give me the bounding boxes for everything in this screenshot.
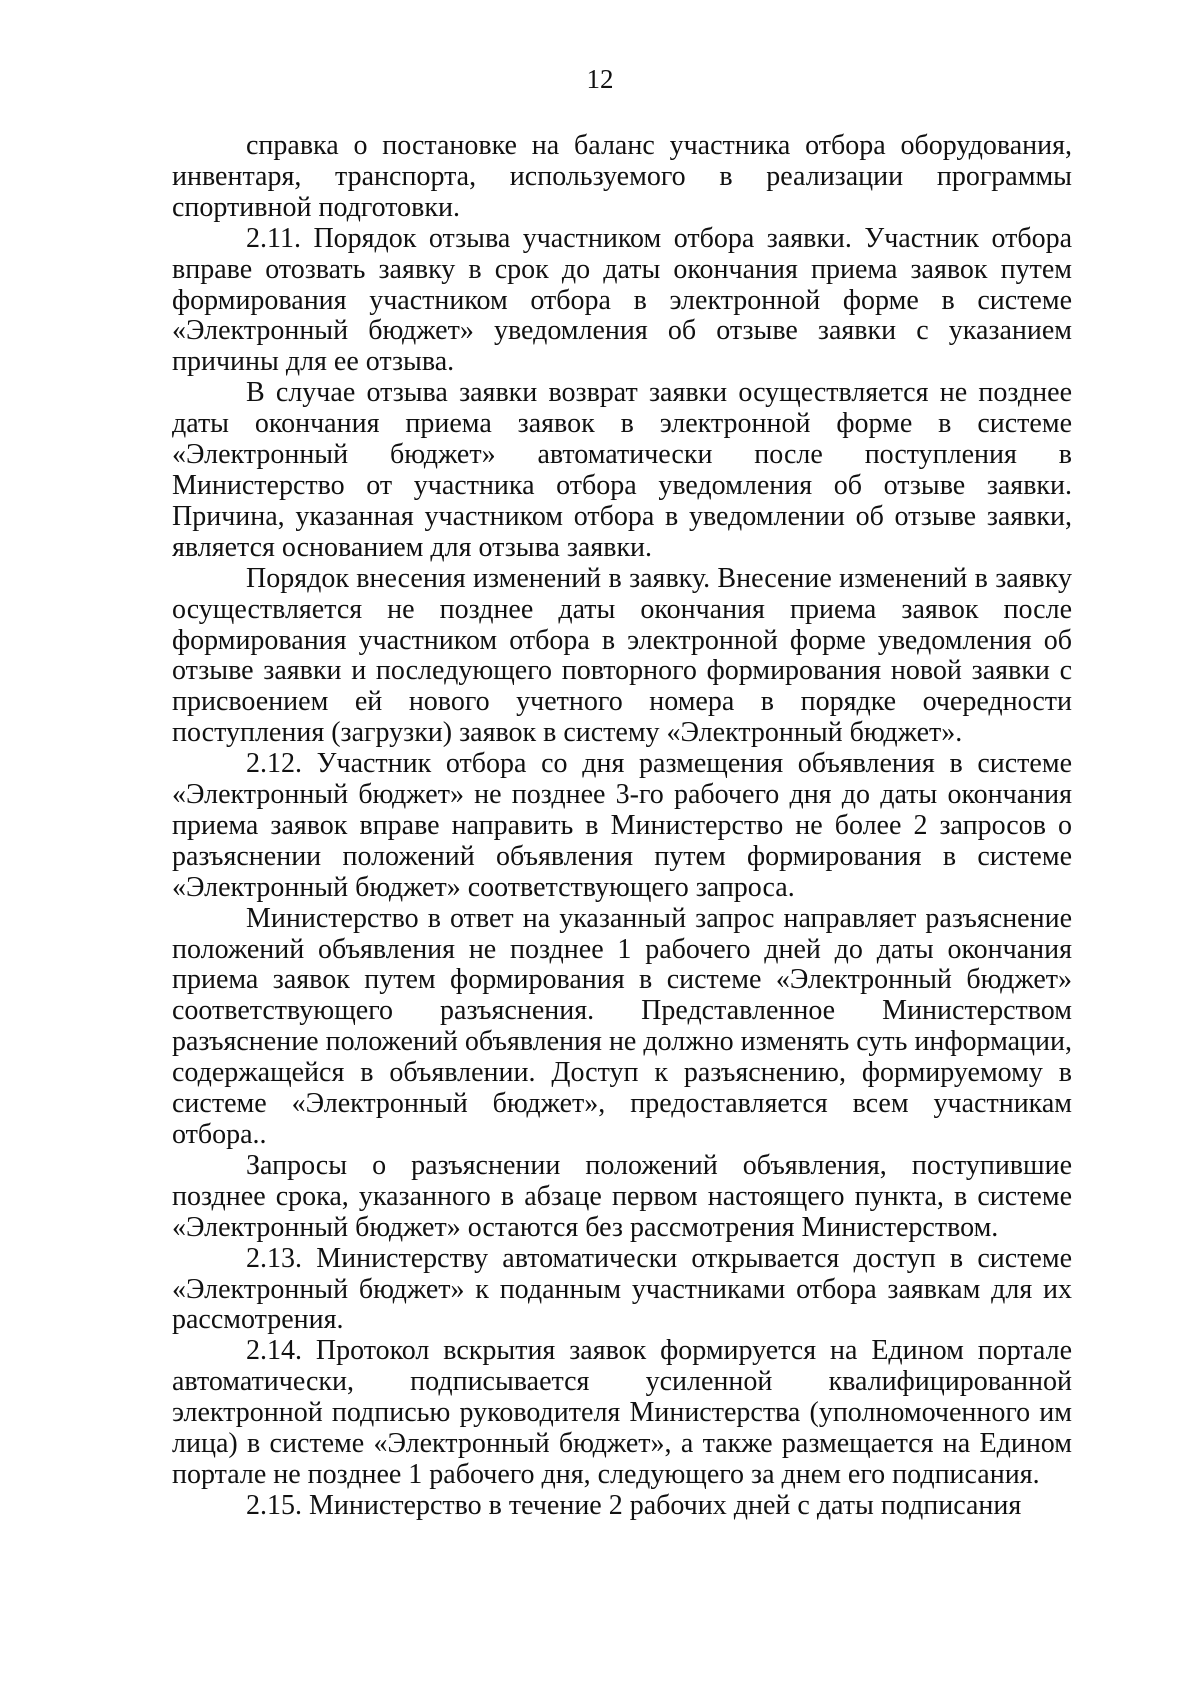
document-body — [172, 131, 1072, 1522]
paragraph-changes-procedure: Порядок внесения изменений в заявку. Внесение изменений в заявку осуществляется не позднее даты окончания приема заявок после формирования участником отбора в электронной форме уведомления об отзыве заявки и последующего повторного формирования новой заявки с присвоением ей нового учетного номера в порядке очередности поступления (загрузки) заявок в систему «Электронный бюджет». — [172, 562, 1072, 749]
paragraph-late-requests: Запросы о разъяснении положений объявления, поступившие позднее срока, указанного в абзаце первом настоящего пункта, в системе «Электронный бюджет» остаются без рассмотрения Министерством. — [172, 1149, 1072, 1243]
paragraph-2-11: 2.11. Порядок отзыва участником отбора заявки. Участник отбора вправе отозвать заявку в срок до даты окончания приема заявок путем формирования участником отбора в электронной форме в системе «Электронный бюджет» уведомления об отзыве заявки с указанием причины для ее отзыва. — [172, 222, 1072, 378]
paragraph-2-14: 2.14. Протокол вскрытия заявок формируется на Едином портале автоматически, подписывается усиленной квалифицированной электронной подписью руководителя Министерства (уполномоченного им лица) в системе «Электронный бюджет», а также размещается на Едином портале не позднее 1 рабочего дня, следующего за днем его подписания. — [172, 1335, 1072, 1490]
paragraph-2-15: 2.15. Министерство в течение 2 рабочих дней с даты подписания — [246, 1489, 1022, 1521]
paragraph-ministry-response: Министерство в ответ на указанный запрос направляет разъяснение положений объявления не позднее 1 рабочего дней до даты окончания приема заявок путем формирования в системе «Электронный бюджет» соответствующего разъяснения. Представленное Министерством разъяснение положений объявления не должно изменять суть информации, содержащейся в объявлении. Доступ к разъяснению, формируемому в системе «Электронный бюджет», предоставляется всем участникам отбора.. — [172, 902, 1072, 1150]
paragraph-withdrawal-return: В случае отзыва заявки возврат заявки осуществляется не позднее даты окончания приема заявок в электронной форме в системе «Электронный бюджет» автоматически после поступления в Министерство от участника отбора уведомления об отзыве заявки. Причина, указанная участником отбора в уведомлении об отзыве заявки, является основанием для отзыва заявки. — [172, 377, 1072, 563]
paragraph-2-13: 2.13. Министерству автоматически открывается доступ в системе «Электронный бюджет» к поданным участниками отбора заявкам для их рассмотрения. — [172, 1242, 1072, 1336]
page-number: 12 — [586, 64, 614, 94]
paragraph-continuation: справка о постановке на баланс участника отбора оборудования, инвентаря, транспорта, используемого в реализации программы спортивной подготовки. — [172, 130, 1072, 223]
paragraph-2-12: 2.12. Участник отбора со дня размещения объявления в системе «Электронный бюджет» не позднее 3-го рабочего дня до даты окончания приема заявок вправе направить в Министерство не более 2 запросов о разъяснении положений объявления путем формирования в системе «Электронный бюджет» соответствующего запроса. — [172, 748, 1072, 903]
